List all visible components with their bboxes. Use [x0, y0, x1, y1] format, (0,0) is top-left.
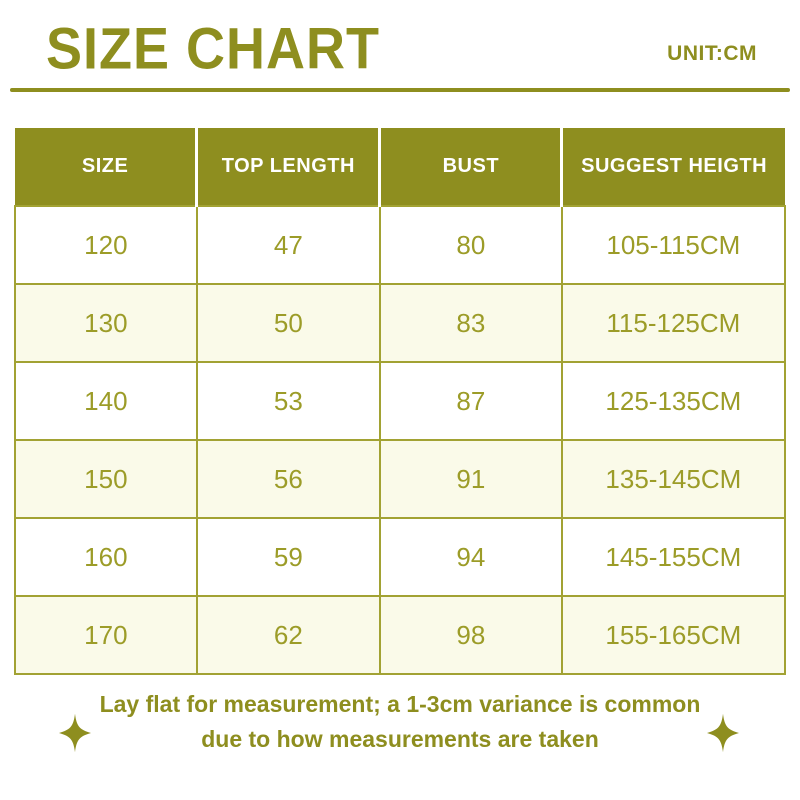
page-title: SIZE CHART — [46, 16, 380, 82]
table-cell: 120 — [15, 206, 197, 284]
table-cell: 160 — [15, 518, 197, 596]
header — [0, 0, 800, 88]
size-chart-table — [14, 128, 786, 675]
table-cell: 59 — [197, 518, 380, 596]
table-cell: 125-135CM — [562, 362, 785, 440]
table-row — [15, 518, 785, 596]
header-divider — [10, 88, 790, 92]
table-cell: 91 — [380, 440, 562, 518]
table-row — [15, 362, 785, 440]
table-cell: 105-115CM — [562, 206, 785, 284]
table-row — [15, 284, 785, 362]
sparkle-icon — [707, 712, 739, 754]
table-header-suggest-height: SUGGEST HEIGTH — [562, 128, 785, 206]
measurement-note-line-2: due to how measurements are taken — [201, 726, 599, 752]
table-cell: 170 — [15, 596, 197, 674]
table-row — [15, 440, 785, 518]
table-row — [15, 206, 785, 284]
table-cell: 130 — [15, 284, 197, 362]
table-cell: 56 — [197, 440, 380, 518]
table-cell: 145-155CM — [562, 518, 785, 596]
table-cell: 83 — [380, 284, 562, 362]
table-header-size: SIZE — [15, 128, 197, 206]
table-cell: 115-125CM — [562, 284, 785, 362]
table-cell: 150 — [15, 440, 197, 518]
table-cell: 155-165CM — [562, 596, 785, 674]
table-header-top-length: TOP LENGTH — [197, 128, 380, 206]
table-cell: 98 — [380, 596, 562, 674]
table-cell: 140 — [15, 362, 197, 440]
unit-label: UNIT:CM — [667, 42, 757, 65]
table-cell: 135-145CM — [562, 440, 785, 518]
measurement-note-line-1: Lay flat for measurement; a 1-3cm variance is common — [99, 691, 701, 717]
table-header-bust: BUST — [380, 128, 562, 206]
table-cell: 62 — [197, 596, 380, 674]
table-cell: 87 — [380, 362, 562, 440]
table-cell: 50 — [197, 284, 380, 362]
table-header-row — [15, 128, 785, 206]
sparkle-icon — [59, 712, 91, 754]
table-row — [15, 596, 785, 674]
measurement-note — [0, 687, 800, 757]
table-cell: 94 — [380, 518, 562, 596]
table-cell: 53 — [197, 362, 380, 440]
table-cell: 80 — [380, 206, 562, 284]
table-cell: 47 — [197, 206, 380, 284]
